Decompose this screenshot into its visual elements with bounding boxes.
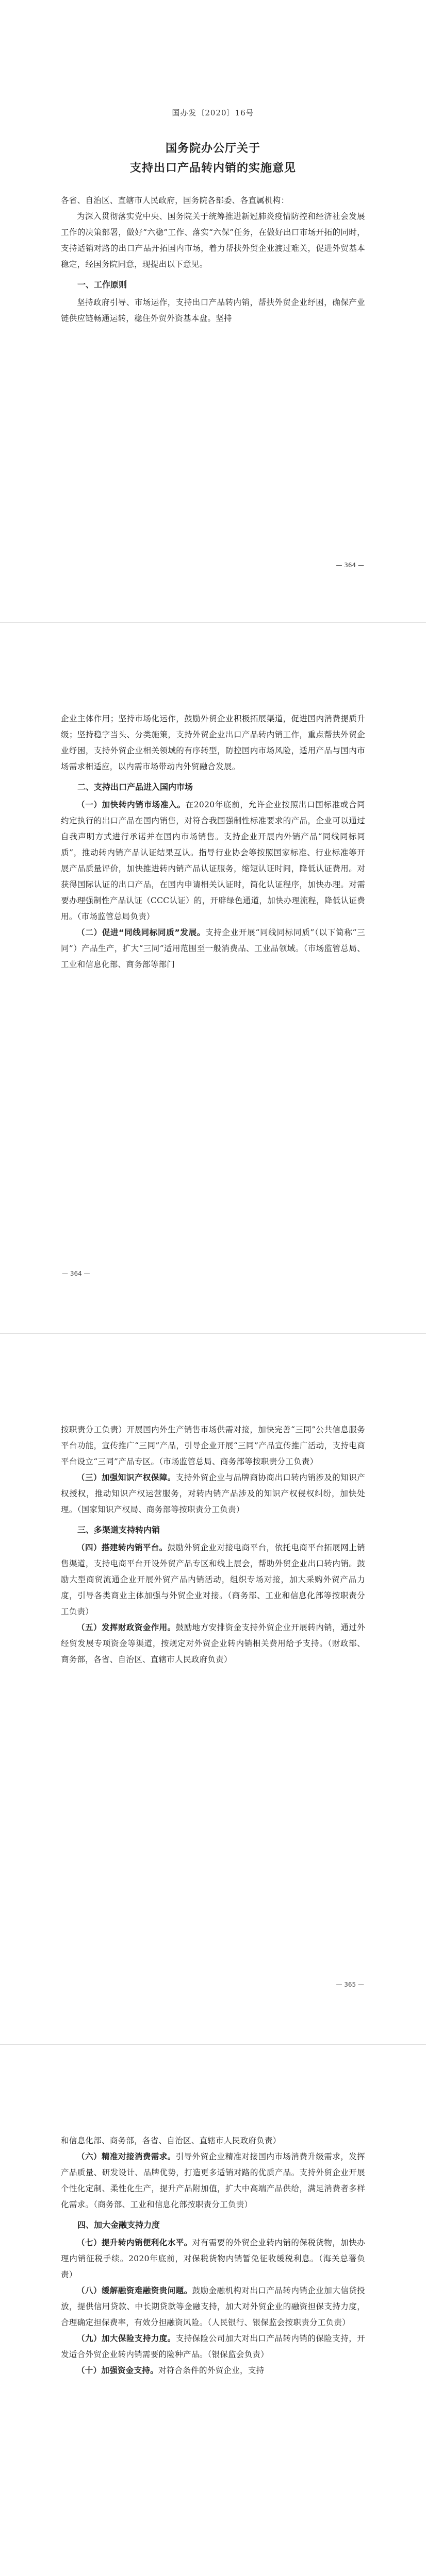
item-8: [61, 2283, 365, 2331]
item-10: [61, 2363, 365, 2379]
item-4-label: （四）: [77, 1543, 102, 1552]
page-divider: [0, 1333, 426, 1334]
continued-paragraph: 和信息化部、商务部，各省、自治区、直辖市人民政府负责）: [61, 2136, 281, 2145]
item-6-title: 精准对接消费需求。: [101, 2152, 176, 2161]
section-2-heading: 二、支持出口产品进入国内市场: [77, 782, 193, 792]
page-divider: [0, 622, 426, 623]
item-1-text: 在2020年底前，允许企业按照出口国标准或合同约定执行的出口产品在国内销售，对符合我国强制性标准要求的产品，企业可以通过自我声明方式进行承诺并在国内市场销售。支持企业开展内外销产品“同线同标同质”，推动转内销产品认证结果互认。指导行业协会等按照国家标准、行业标准等开展产品质量评价，加快推进转内销产品认证服务，缩短认证时间，降低认证费用。对获得国际认证的出口产品，在国内申请相关认证时，简化认证程序，加快办理。对需要办理强制性产品认证（CCC认证）的，开辟绿色通道，加快办理流程，降低认证费用。（市场监管总局负责）: [61, 800, 365, 921]
page-4-content: [61, 2133, 365, 2379]
page-number: — 364 —: [336, 562, 364, 569]
item-5: [61, 1620, 365, 1668]
document-page-1: [0, 0, 426, 623]
item-5-label: （五）: [77, 1623, 102, 1632]
item-8-title: 缓解融资难融资贵问题。: [101, 2286, 192, 2295]
page-2-content: [61, 711, 365, 973]
page-3-content: [61, 1422, 365, 1668]
item-3: [61, 1470, 365, 1518]
continued-text: 按职责分工负责）: [61, 1425, 127, 1434]
document-page-2: [0, 623, 426, 1334]
page-number: — 364 —: [62, 1270, 90, 1277]
continued-paragraph: [61, 1422, 365, 1470]
item-8-label: （八）: [77, 2286, 102, 2295]
page-1-content: [61, 139, 365, 327]
item-2-text: 支持企业开展“同线同标同质”（以下简称“三同”）产品生产，扩大“三同”适用范围至一般消费品、工业品领域。（市场监管总局、工业和信息化部、商务部等部门: [61, 928, 366, 969]
section-1-heading: 一、工作原则: [77, 280, 127, 290]
item-2: [61, 925, 365, 973]
item-6-label: （六）: [77, 2152, 102, 2161]
item-7: [61, 2235, 365, 2283]
document-page-3: [0, 1334, 426, 2045]
section-1-paragraph: 坚持政府引导、市场运作，支持出口产品转内销，帮扶外贸企业纾困，确保产业链供应链畅通运转，稳住外贸外资基本盘。坚持: [61, 298, 365, 323]
item-9-text: 支持保险公司加大对出口产品转内销的保险支持，开发适合外贸企业转内销需要的险种产品。（银保监会负责）: [61, 2334, 366, 2359]
item-8-text: 鼓励金融机构对出口产品转内销企业加大信贷投放，提供信用贷款、中长期贷款等金融支持，加大对外贸企业的融资担保支持力度，合理确定担保费率，有效分担融资风险。（人民银行、银保监会按职责分工负责）: [61, 2286, 365, 2327]
item-10-label: （十）: [77, 2366, 102, 2375]
item-2-title: 促进“同线同标同质”发展。: [102, 928, 206, 937]
document-page-4: [0, 2045, 426, 2576]
item-3-label: （三）: [77, 1473, 102, 1482]
item-10-title: 加强资金支持。: [101, 2366, 159, 2375]
item-7-title: 提升转内销便利化水平。: [101, 2238, 192, 2247]
item-3-text: 支持外贸企业与品牌商协商出口转内销涉及的知识产权授权，推动知识产权运营服务，对转内销产品涉及的知识产权侵权纠纷，加快处理。（国家知识产权局、商务部等按职责分工负责）: [61, 1473, 366, 1514]
item-9: [61, 2331, 365, 2363]
item-7-label: （七）: [77, 2238, 102, 2247]
page-number: — 365 —: [336, 1981, 364, 1988]
item-10-text: 对符合条件的外贸企业，支持: [158, 2366, 265, 2375]
item-5-text: 鼓励地方安排资金支持外贸企业开展转内销，通过外经贸发展专项资金等渠道，按规定对外贸企业转内销相关费用给予支持。（财政部、商务部，各省、自治区、直辖市人民政府负责）: [61, 1623, 366, 1664]
item-2-label: （二）: [77, 928, 102, 937]
item-4: [61, 1540, 365, 1620]
page-divider: [0, 2044, 426, 2045]
item-4-title: 搭建转内销平台。: [101, 1543, 168, 1552]
salutation: 各省、自治区、直辖市人民政府，国务院各部委、各直属机构：: [61, 196, 289, 205]
continued-paragraph: 企业主体作用；坚持市场化运作，鼓励外贸企业积极拓展渠道，促进国内消费提质升级；坚持稳字当头、分类施策，支持外贸企业出口产品转内销工作，重点帮扶外贸企业纾困，支持外贸企业相关领域的有序转型，防控国内市场风险，适用产品与国内市场需求相适应，以内需市场带动内外贸融合发展。: [61, 714, 365, 771]
item-1-title: 加快转内销市场准入。: [102, 800, 186, 809]
item-1-label: （一）: [77, 800, 102, 809]
item-1: [61, 797, 365, 925]
intro-paragraph: 为深入贯彻落实党中央、国务院关于统筹推进新冠肺炎疫情防控和经济社会发展工作的决策部署，做好“六稳”工作、落实“六保”任务，在做好出口市场开拓的同时，支持适销对路的出口产品开拓国内市场，着力帮扶外贸企业渡过难关，促进外贸基本稳定，经国务院同意，现提出以下意见。: [61, 212, 365, 269]
item-7-text: 对有需要的外贸企业转内销的保税货物，加快办理内销征税手续。2020年底前，对保税货物内销暂免征收缓税利息。（海关总署负责）: [61, 2238, 365, 2279]
section-4-heading: 四、加大金融支持力度: [77, 2220, 160, 2230]
document-title-line-2: 支持出口产品转内销的实施意见: [129, 162, 296, 175]
item-3-title: 加强知识产权保障。: [101, 1473, 176, 1482]
item-4-text: 鼓励外贸企业对接电商平台，依托电商平台拓展网上销售渠道，支持电商平台开设外贸产品专区和线上展会，帮助外贸企业出口转内销。鼓励大型商贸流通企业开展外贸产品内销活动，组织专场对接，加大采购外贸产品力度，引导各类商业主体加强与外贸企业对接。（商务部、工业和信息化部等按职责分工负责）: [61, 1543, 365, 1616]
item-9-title: 加大保险支持力度。: [101, 2334, 176, 2343]
item-5-title: 发挥财政资金作用。: [101, 1623, 176, 1632]
item-9-label: （九）: [77, 2334, 102, 2343]
item-2-continued: 开展国内外生产销售市场供需对接，加快完善“三同”公共信息服务平台功能，宣传推广“三同”产品，引导企业开展“三同”产品宣传推广活动，支持电商平台设立“三同”产品专区。（市场监管总局、商务部等按职责分工负责）: [61, 1425, 365, 1466]
item-6-text: 引导外贸企业精准对接国内市场消费升级需求，发挥产品质量、研发设计、品牌优势，打造更多适销对路的优质产品。支持外贸企业开展个性化定制、柔性化生产，提升产品附加值，扩大中高端产品供给，满足消费者多样化需求。（商务部、工业和信息化部按职责分工负责）: [61, 2152, 366, 2209]
document-title-line-1: 国务院办公厅关于: [165, 142, 260, 155]
section-3-heading: 三、多渠道支持转内销: [77, 1525, 160, 1535]
document-number: 国办发〔2020〕16号: [172, 108, 254, 117]
item-6: [61, 2149, 365, 2213]
